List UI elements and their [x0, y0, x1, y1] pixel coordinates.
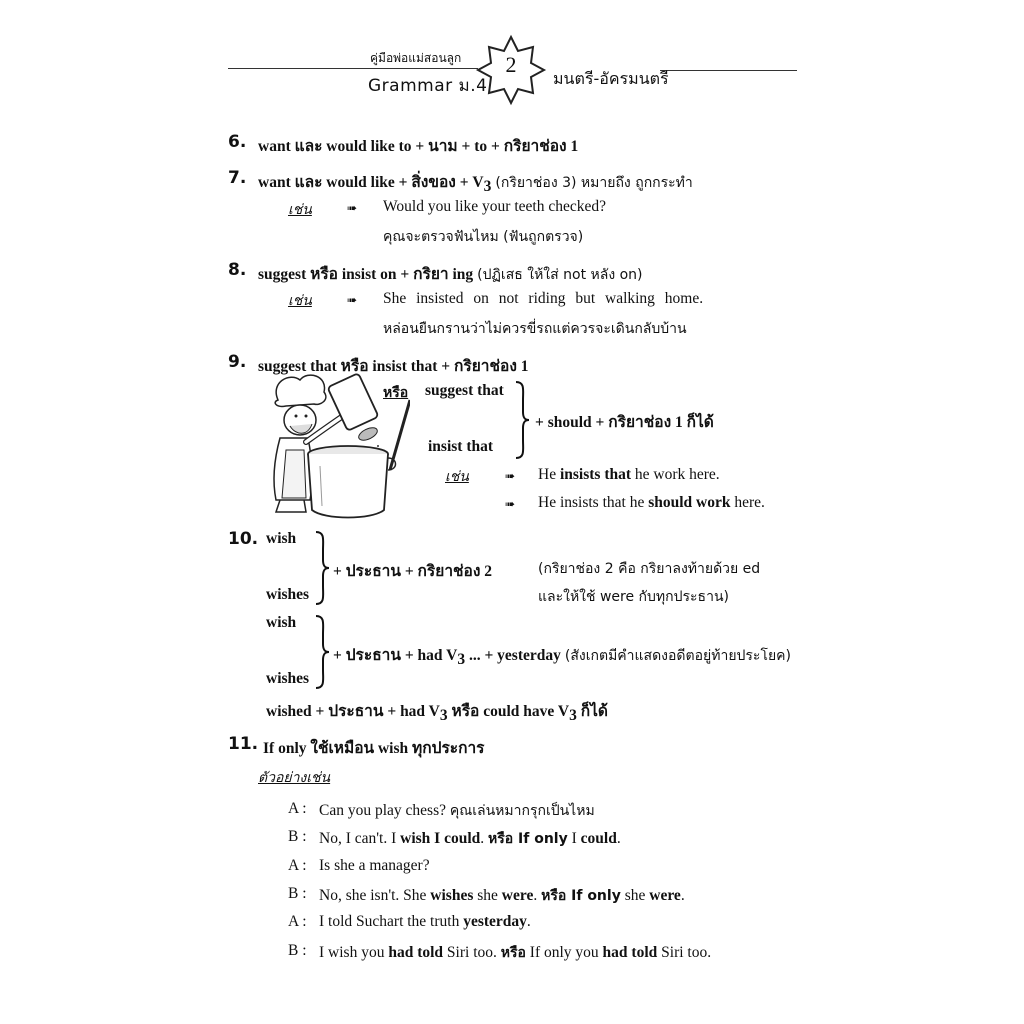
- section-7-note: (กริยาช่อง 3) หมายถึง ถูกกระทำ: [495, 175, 693, 191]
- dialog-speaker: A :: [288, 856, 307, 874]
- pot-illustration: [300, 440, 400, 522]
- section-8-note: (ปฏิเสธ ให้ใส่ not หลัง on): [477, 267, 643, 283]
- word-wishes: wishes: [266, 586, 310, 603]
- dialog-text: I: [567, 830, 581, 848]
- example-2: [538, 494, 765, 512]
- dialog-text: คุณเล่นหมากรุกเป็นไหม: [449, 803, 595, 819]
- dialog-bold-text: were: [649, 886, 681, 904]
- section-11-number: 11.: [228, 734, 259, 754]
- rule-text: ก็ได้: [576, 703, 608, 720]
- section-11-rule: If only ใช้เหมือน wish ทุกประการ: [263, 740, 485, 757]
- rule-text: หรือ could have V: [447, 703, 570, 720]
- dialog-speaker: B :: [288, 828, 307, 846]
- dialog-speaker: B :: [288, 884, 307, 902]
- example-thai: หล่อนยืนกรานว่าไม่ควรขี่รถแต่ควรจะเดินกลับบ้าน: [383, 321, 687, 337]
- dialog-bold-text: หรือ If only: [488, 831, 568, 848]
- dialog-text: I wish you: [319, 943, 389, 961]
- example-label: เช่น: [288, 293, 312, 309]
- example-label: เช่น: [445, 469, 469, 485]
- option-insist-that: insist that: [428, 438, 494, 455]
- header-subtitle: คู่มือพ่อแม่สอนลูก: [370, 51, 462, 65]
- section-8-rule: [258, 261, 643, 286]
- dialog-speaker: B :: [288, 941, 307, 959]
- dialog-bold-text: had told: [388, 943, 444, 961]
- dialog-text: Siri too.: [443, 943, 501, 961]
- section-9-number: 9.: [228, 352, 247, 372]
- dialog-bold-text: หรือ If only: [541, 887, 621, 904]
- section-10-note-2: (สังเกตมีคำแสดงอดีตอยู่ท้ายประโยค): [564, 648, 791, 664]
- section-9-rule: suggest that หรือ insist that + กริยาช่อง 1: [258, 358, 529, 375]
- dialog-line: [319, 942, 711, 964]
- page-number: 2: [505, 52, 517, 77]
- example-label: เช่น: [288, 202, 312, 218]
- dialog-bold-text: wish I could: [400, 830, 481, 848]
- dialog-bold-text: wishes: [430, 886, 474, 904]
- brace-icon: [313, 530, 331, 606]
- header-title: Grammar ม.4: [368, 76, 488, 96]
- dialog-text: she: [473, 886, 502, 904]
- subscript: 3: [569, 707, 577, 725]
- header-author: มนตรี-อัครมนตรี: [553, 69, 669, 88]
- section-10-rule-3: [266, 698, 608, 725]
- dialog-text: Can you play chess?: [319, 802, 450, 819]
- arrow-icon: ➠: [505, 469, 516, 483]
- arrow-icon: ➠: [347, 293, 358, 307]
- dialog-bold-text: had told: [602, 943, 658, 961]
- example-english: She insisted on not riding but walking home.: [383, 290, 704, 307]
- example-text: he work here.: [631, 466, 720, 483]
- subscript: 3: [457, 651, 466, 669]
- dialog-speaker: A :: [288, 800, 307, 817]
- option-suggest-that: suggest that: [425, 382, 504, 399]
- section-7-number: 7.: [228, 168, 247, 188]
- dialog-text: .: [680, 886, 685, 904]
- example-text: He insists that he: [538, 494, 649, 511]
- dialog-text: she: [620, 886, 650, 904]
- dialog-text: .: [526, 913, 531, 931]
- dialog-text: .: [480, 830, 489, 848]
- dialog-bold-text: were: [501, 886, 534, 904]
- dialog-bold-text: หรือ: [500, 944, 526, 961]
- dialog-text: I told Suchart the truth: [319, 913, 464, 931]
- word-wishes: wishes: [266, 670, 310, 687]
- brace-icon: [513, 380, 531, 460]
- dialog-bold-text: yesterday: [463, 913, 527, 931]
- section-10-number: 10.: [228, 529, 259, 549]
- section-7-rule-text: want และ would like + สิ่งของ + V: [258, 174, 484, 191]
- example-bold: should work: [648, 494, 731, 511]
- section-10-note-1a: (กริยาช่อง 2 คือ กริยาลงท้ายด้วย ed: [538, 561, 761, 577]
- dialog-line: [319, 913, 531, 931]
- subscript: 3: [439, 707, 448, 725]
- header-rule-right: [660, 70, 797, 71]
- brace-icon: [313, 614, 331, 690]
- section-8-rule-text: suggest หรือ insist on + กริยา ing: [258, 266, 474, 283]
- section-6-rule: want และ would like to + นาม + to + กริยาช่อง 1: [258, 138, 579, 155]
- section-6-number: 6.: [228, 132, 247, 152]
- example-bold: insists that: [559, 466, 632, 483]
- dialog-line: [319, 857, 430, 875]
- section-9-result: + should + กริยาช่อง 1 ก็ได้: [535, 414, 714, 431]
- dialog-text: No, she isn't. She: [319, 886, 431, 904]
- dialog-line: [319, 800, 595, 822]
- section-7-rule: [258, 169, 693, 196]
- rule-text: ... + yesterday: [465, 647, 561, 664]
- rule-text: + ประธาน + had V: [333, 647, 458, 664]
- example-text: here.: [730, 494, 765, 511]
- arrow-icon: ➠: [347, 201, 358, 215]
- dialog-text: Is she a manager?: [319, 856, 430, 874]
- section-10-rule-1: + ประธาน + กริยาช่อง 2: [333, 563, 493, 580]
- example-thai: คุณจะตรวจฟันไหม (ฟันถูกตรวจ): [383, 229, 584, 245]
- dialog-text: No, I can't. I: [319, 830, 401, 848]
- dialog-text: Siri too.: [657, 943, 712, 961]
- word-wish: wish: [266, 614, 297, 631]
- dialog-text: If only you: [525, 943, 603, 961]
- dialog-text: .: [533, 886, 542, 904]
- example-text: He: [538, 466, 560, 483]
- dialog-text: .: [616, 830, 621, 848]
- section-10-rule-2: [333, 642, 791, 669]
- example-label: ตัวอย่างเช่น: [258, 770, 331, 786]
- dialog-bold-text: could: [580, 830, 617, 848]
- example-english: Would you like your teeth checked?: [383, 198, 606, 215]
- arrow-icon: ➠: [505, 497, 516, 511]
- word-wish: wish: [266, 530, 297, 547]
- rule-text: wished + ประธาน + had V: [266, 703, 440, 720]
- dialog-speaker: A :: [288, 913, 307, 931]
- dialog-line: [319, 885, 685, 907]
- dialog-line: [319, 828, 621, 850]
- subscript: 3: [483, 178, 492, 196]
- section-10-note-1b: และให้ใช้ were กับทุกประธาน): [538, 589, 729, 605]
- example-1: [538, 466, 720, 484]
- section-8-number: 8.: [228, 260, 247, 280]
- or-label: หรือ: [383, 385, 409, 401]
- header-rule-left: [228, 68, 478, 69]
